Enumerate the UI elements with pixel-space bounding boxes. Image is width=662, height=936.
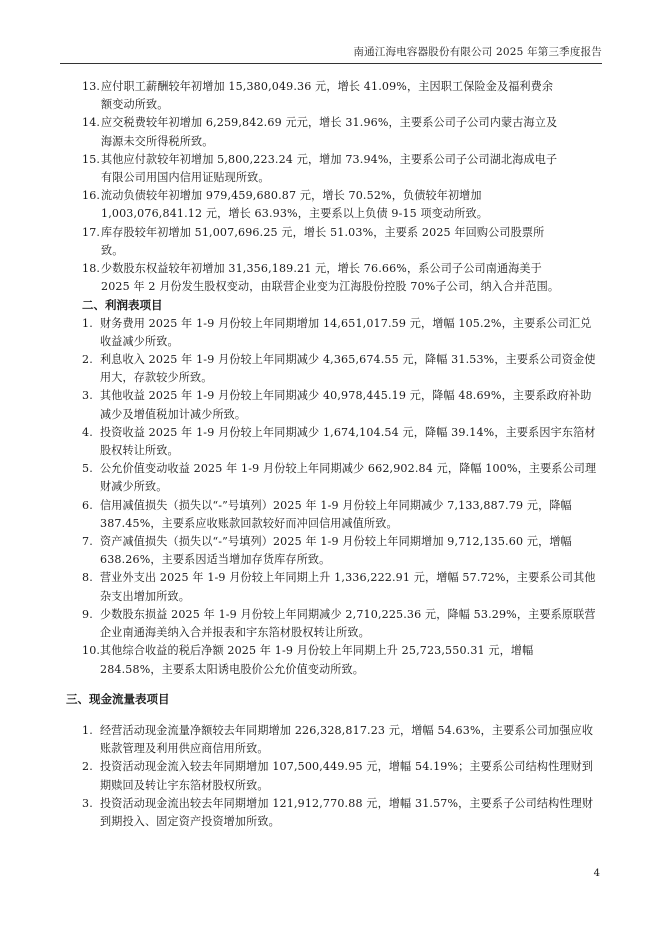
item-number: 5.: [82, 462, 93, 476]
item-text: 流动负债较年初增加 979,459,680.87 元，增长 70.52%，负债较年初增加 1,003,076,841.12 元，增长 63.93%，主要系以上负债 9-15 项变动所致。: [101, 189, 489, 221]
item-number: 14.: [82, 116, 101, 130]
report-header: 南通江海电容器股份有限公司 2025 年第三季度报告: [60, 44, 602, 64]
list-item: [0, 758, 662, 794]
item-text: 库存股较年初增加 51,007,696.25 元，增长 51.03%，主要系 2025 年回购公司股票所致。: [101, 225, 545, 257]
item-number: 15.: [82, 152, 101, 166]
list-item: [0, 497, 662, 533]
list-item: [0, 78, 662, 114]
item-number: 2.: [82, 760, 93, 774]
list-item: [0, 114, 662, 150]
item-text: 利息收入 2025 年 1-9 月份较上年同期减少 4,365,674.55 元，降幅 31.53%，主要系公司资金使用大，存款较少所致。: [100, 353, 596, 385]
item-number: 13.: [82, 80, 101, 93]
page-number: 4: [593, 868, 600, 879]
list-item: [0, 569, 662, 605]
item-text: 少数股东权益较年初增加 31,356,189.21 元，增长 76.66%，系公司子公司南通海美于 2025 年 2 月份发生股权变动，由联营企业变为江海股份控股 70%子公司，纳入合并范围。: [101, 262, 560, 294]
item-number: 1.: [82, 316, 93, 330]
list-item: [0, 187, 662, 223]
item-text: 信用减值损失（损失以“-”号填列）2025 年 1-9 月份较上年同期减少 7,133,887.79 元，降幅 387.45%，主要系应收账款回款较好而冲回信用减值所致。: [100, 498, 572, 530]
item-number: 6.: [82, 498, 93, 512]
item-text: 投资活动现金流入较去年同期增加 107,500,449.95 元，增幅 54.19%；主要系公司结构性理财到期赎回及转让宇东箔材股权所致。: [100, 760, 594, 792]
item-number: 16.: [82, 189, 101, 203]
item-number: 8.: [82, 571, 93, 585]
list-item: [0, 315, 662, 351]
item-number: 3.: [82, 389, 93, 403]
list-item: [0, 460, 662, 496]
list-item: [0, 387, 662, 423]
list-item: [0, 722, 662, 758]
item-number: 10.: [82, 644, 101, 658]
list-item: [0, 795, 662, 831]
item-text: 经营活动现金流量净额较去年同期增加 226,328,817.23 元，增幅 54.63%，主要系公司加强应收账款管理及利用供应商信用所致。: [100, 723, 594, 756]
item-number: 2.: [82, 353, 93, 367]
item-text: 投资活动现金流出较去年同期增加 121,912,770.88 元，增幅 31.57%，主要系子公司结构性理财到期投入、固定资产投资增加所致。: [100, 796, 594, 828]
item-number: 4.: [82, 425, 93, 439]
list-item: [0, 424, 662, 460]
item-text: 其他综合收益的税后净额 2025 年 1-9 月份较上年同期上升 25,723,550.31 元，增幅 284.58%，主要系太阳诱电股价公允价值变动所致。: [100, 644, 534, 676]
item-text: 少数股东损益 2025 年 1-9 月份较上年同期减少 2,710,225.36 元，降幅 53.29%，主要系原联营企业南通海美纳入合并报表和宇东箔材股权转让所致。: [100, 607, 596, 640]
list-item: [0, 151, 662, 187]
list-item: [0, 224, 662, 260]
item-number: 9.: [82, 607, 93, 621]
list-item: [0, 260, 662, 296]
item-text: 投资收益 2025 年 1-9 月份较上年同期减少 1,674,104.54 元，降幅 39.14%，主要系因宇东箔材股权转让所致。: [100, 425, 596, 458]
list-item: [0, 351, 662, 387]
item-number: 17.: [82, 225, 101, 239]
item-text: 营业外支出 2025 年 1-9 月份较上年同期上升 1,336,222.91 元，增幅 57.72%，主要系公司其他杂支出增加所致。: [100, 571, 596, 603]
section-heading-cash-flow: 三、现金流量表项目: [66, 691, 170, 706]
item-text: 财务费用 2025 年 1-9 月份较上年同期增加 14,651,017.59 元，增幅 105.2%，主要系公司汇兑收益减少所致。: [100, 316, 592, 348]
item-number: 18.: [82, 262, 101, 276]
item-text: 其他收益 2025 年 1-9 月份较上年同期减少 40,978,445.19 元，降幅 48.69%，主要系政府补助减少及增值税加计减少所致。: [100, 389, 592, 421]
item-text: 公允价值变动收益 2025 年 1-9 月份较上年同期减少 662,902.84 元，降幅 100%，主要系公司理财减少所致。: [100, 462, 597, 494]
list-item: [0, 606, 662, 642]
item-number: 3.: [82, 796, 93, 810]
item-text: 应交税费较年初增加 6,259,842.69 元元，增长 31.96%，主要系公司子公司内蒙古海立及海源未交所得税所致。: [101, 116, 558, 148]
list-item: [0, 533, 662, 569]
report-body: [0, 78, 662, 831]
section-heading-income-statement: 二、利润表项目: [82, 298, 163, 313]
list-item: [0, 642, 662, 678]
item-text: 资产减值损失（损失以“-”号填列）2025 年 1-9 月份较上年同期增加 9,712,135.60 元，增幅 638.26%，主要系因适当增加存货库存所致。: [100, 535, 572, 567]
item-text: 其他应付款较年初增加 5,800,223.24 元，增加 73.94%，主要系公司子公司湖北海成电子有限公司用国内信用证贴现所致。: [101, 152, 558, 185]
item-number: 7.: [82, 535, 93, 549]
item-text: 应付职工薪酬较年初增加 15,380,049.36 元，增长 41.09%，主因职工保险金及福利费余额变动所致。: [101, 80, 554, 112]
item-number: 1.: [82, 723, 93, 737]
